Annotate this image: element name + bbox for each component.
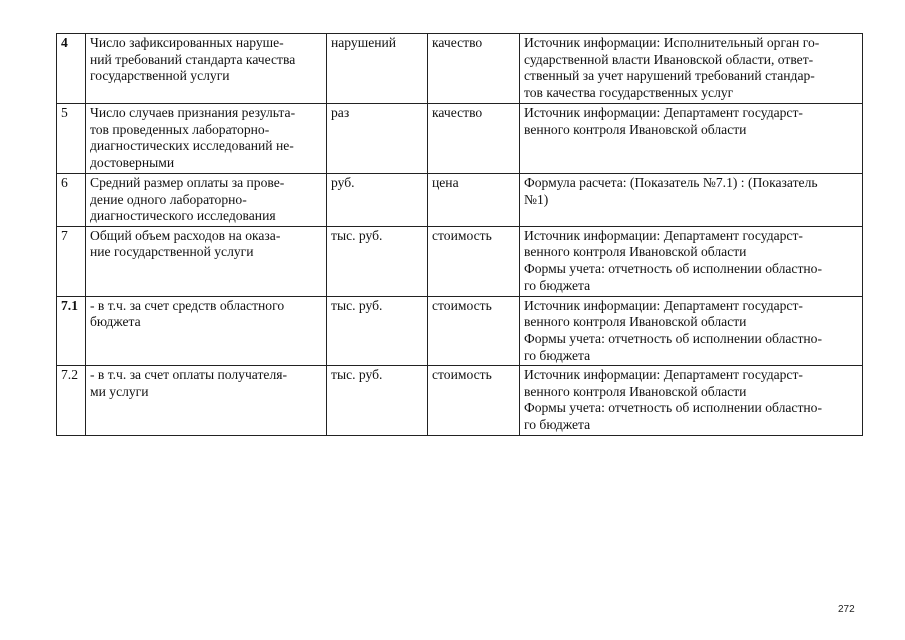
indicator-name: Средний размер оплаты за прове- дение одного лабораторно- диагностического исследования bbox=[86, 174, 327, 227]
indicator-name: - в т.ч. за счет оплаты получателя- ми услуги bbox=[86, 366, 327, 435]
indicators-table bbox=[56, 33, 863, 436]
row-number: 6 bbox=[57, 174, 86, 227]
indicator-name: Число случаев признания результа- тов проведенных лабораторно- диагностических исследований не- достоверными bbox=[86, 104, 327, 174]
unit-of-measure: руб. bbox=[327, 174, 428, 227]
indicator-type: стоимость bbox=[428, 366, 520, 435]
table-row bbox=[57, 174, 863, 227]
row-number: 7 bbox=[57, 226, 86, 296]
row-number: 7.2 bbox=[57, 366, 86, 435]
page-number: 272 bbox=[838, 604, 855, 615]
info-source: Источник информации: Департамент государст- венного контроля Ивановской области bbox=[520, 104, 863, 174]
table-row bbox=[57, 366, 863, 435]
row-number: 5 bbox=[57, 104, 86, 174]
indicator-type: стоимость bbox=[428, 296, 520, 365]
table-row bbox=[57, 34, 863, 104]
unit-of-measure: нарушений bbox=[327, 34, 428, 104]
info-source: Источник информации: Департамент государст- венного контроля Ивановской области Формы учета: отчетность об исполнении областно- го бюджета bbox=[520, 226, 863, 296]
table-row bbox=[57, 226, 863, 296]
table-row bbox=[57, 296, 863, 365]
info-source: Источник информации: Исполнительный орган го- сударственной власти Ивановской области, ответ- ственный за учет нарушений требований стандар- тов качества государственных услуг bbox=[520, 34, 863, 104]
indicator-name: Общий объем расходов на оказа- ние государственной услуги bbox=[86, 226, 327, 296]
info-source: Источник информации: Департамент государст- венного контроля Ивановской области Формы учета: отчетность об исполнении областно- го бюджета bbox=[520, 296, 863, 365]
row-number: 4 bbox=[57, 34, 86, 104]
indicator-type: цена bbox=[428, 174, 520, 227]
table-row bbox=[57, 104, 863, 174]
indicator-type: качество bbox=[428, 34, 520, 104]
info-source: Источник информации: Департамент государст- венного контроля Ивановской области Формы учета: отчетность об исполнении областно- го бюджета bbox=[520, 366, 863, 435]
indicator-name: Число зафиксированных наруше- ний требований стандарта качества государственной услуги bbox=[86, 34, 327, 104]
unit-of-measure: тыс. руб. bbox=[327, 226, 428, 296]
info-source: Формула расчета: (Показатель №7.1) : (Показатель №1) bbox=[520, 174, 863, 227]
unit-of-measure: раз bbox=[327, 104, 428, 174]
indicator-name: - в т.ч. за счет средств областного бюджета bbox=[86, 296, 327, 365]
unit-of-measure: тыс. руб. bbox=[327, 366, 428, 435]
row-number: 7.1 bbox=[57, 296, 86, 365]
indicator-type: качество bbox=[428, 104, 520, 174]
indicator-type: стоимость bbox=[428, 226, 520, 296]
unit-of-measure: тыс. руб. bbox=[327, 296, 428, 365]
